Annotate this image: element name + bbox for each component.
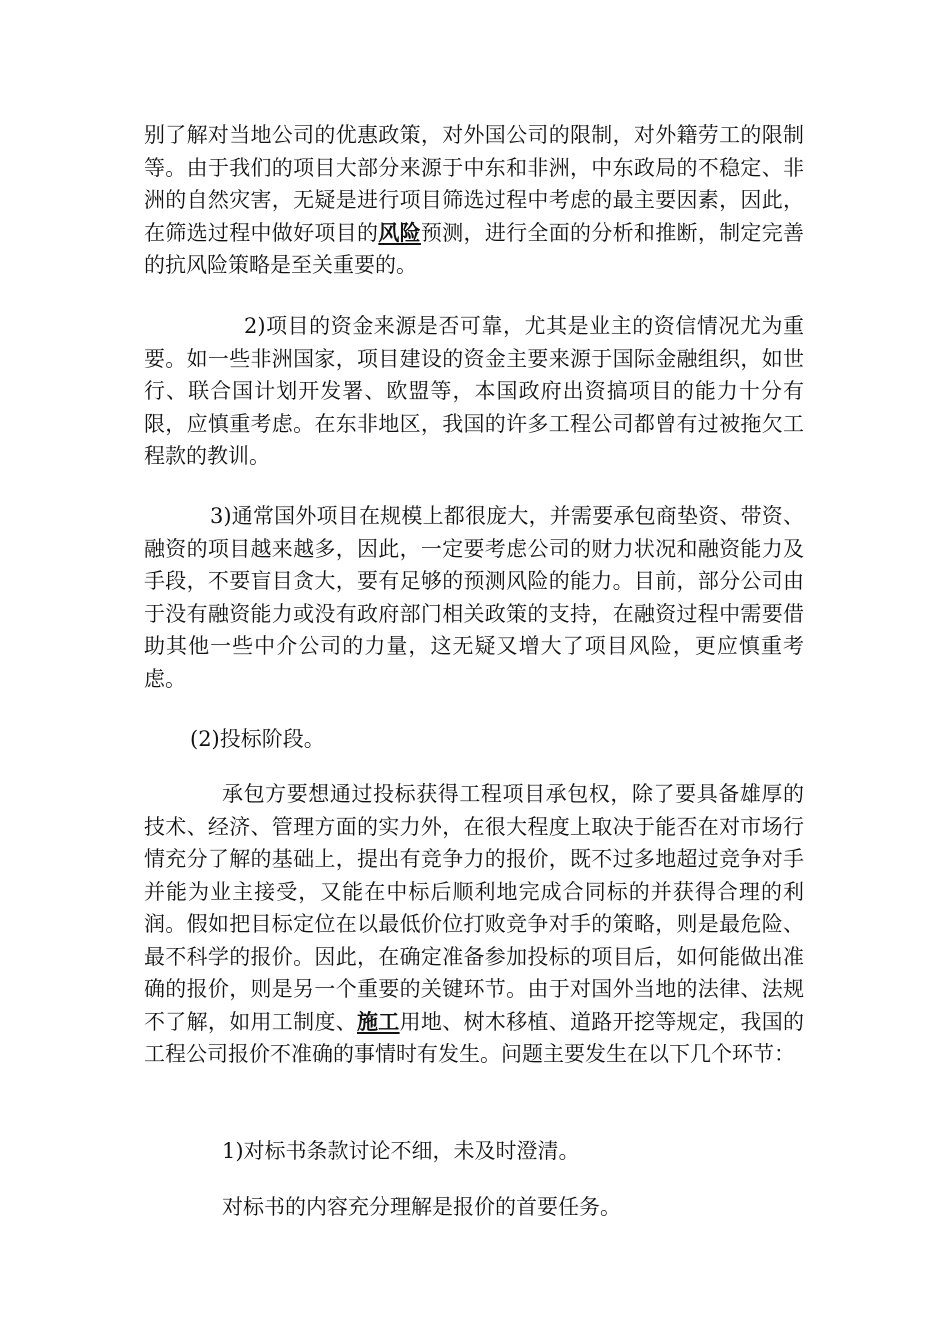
keyword-link-construction[interactable]: 施工 [357, 1008, 400, 1034]
paragraph-5-text-after: 用地、树木移植、道路开挖等规定，我国的工程公司报价不准确的事情时有发生。问题主要发生在以下几个环节： [144, 1009, 805, 1066]
keyword-link-risk[interactable]: 风险 [378, 219, 421, 245]
paragraph-7: 对标书的内容充分理解是报价的首要任务。 [222, 1195, 621, 1219]
section-heading-bidding-stage: (2)投标阶段。 [190, 727, 325, 751]
paragraph-3: 3)通常国外项目在规模上都很庞大，并需要承包商垫资、带资、融资的项目越来越多，因此，一定要考虑公司的财力状况和融资能力及手段，不要盲目贪大，要有足够的预测风险的能力。目前，部分公司由于没有融资能力或没有政府部门相关政策的支持，在融资过程中需要借助其他一些中介公司的力量，这无疑又增大了项目风险，更应慎重考虑。 [144, 504, 804, 691]
paragraph-1 [144, 119, 804, 282]
paragraph-2: 2)项目的资金来源是否可靠，尤其是业主的资信情况尤为重要。如一些非洲国家，项目建设的资金主要来源于国际金融组织，如世行、联合国计划开发署、欧盟等，本国政府出资搞项目的能力十分有限，应慎重考虑。在东非地区，我国的许多工程公司都曾有过被拖欠工程款的教训。 [144, 314, 804, 468]
paragraph-5-text-before: 承包方要想通过投标获得工程项目承包权，除了要具备雄厚的技术、经济、管理方面的实力外，在很大程度上取决于能否在对市场行情充分了解的基础上，提出有竞争力的报价，既不过多地超过竞争对手并能为业主接受，又能在中标后顺利地完成合同标的并获得合理的利润。假如把目标定位在以最低价位打败竞争对手的策略，则是最危险、最不科学的报价。因此，在确定准备参加投标的项目后，如何能做出准确的报价，则是另一个重要的关键环节。由于对国外当地的法律、法规不了解，如用工制度、 [144, 782, 804, 1034]
paragraph-5 [144, 778, 804, 1071]
list-item-1: 1)对标书条款讨论不细，未及时澄清。 [222, 1139, 580, 1163]
paragraph-1-text-after: 预测，进行全面的分析和推断，制定完善的抗风险策略是至关重要的。 [144, 220, 805, 277]
paragraph-1-text-before: 别了解对当地公司的优惠政策，对外国公司的限制，对外籍劳工的限制等。由于我们的项目大部分来源于中东和非洲，中东政局的不稳定、非洲的自然灾害，无疑是进行项目筛选过程中考虑的最主要因素，因此，在筛选过程中做好项目的 [144, 123, 804, 245]
